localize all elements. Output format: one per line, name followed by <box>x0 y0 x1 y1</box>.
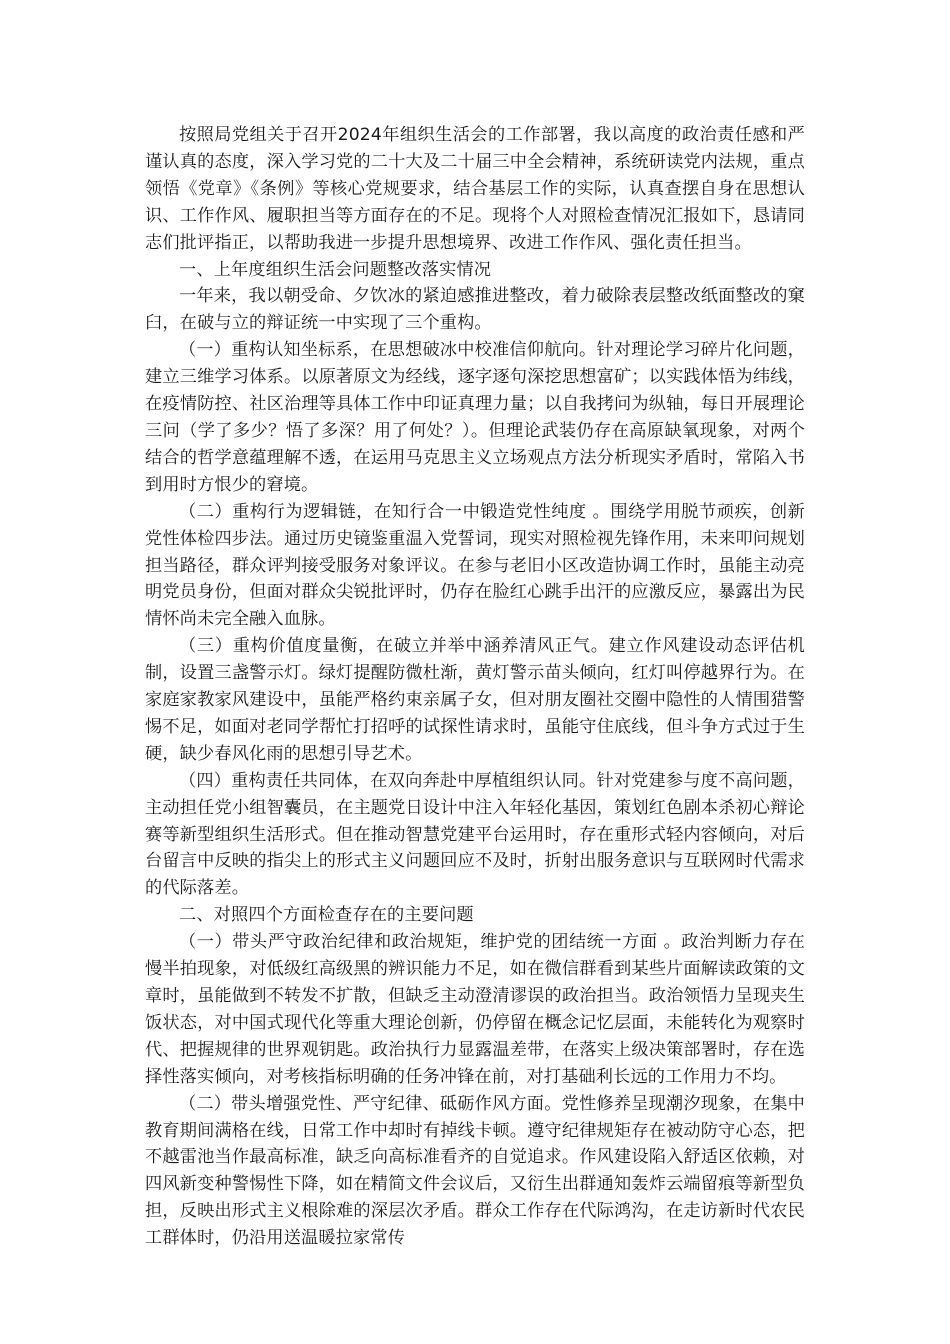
document-body <box>145 122 805 1252</box>
subsection-1-3-paragraph: （三）重构价值度量衡，在破立并举中涵养清风正气。建立作风建设动态评估机制，设置三盏警示灯。绿灯提醒防微杜渐，黄灯警示苗头倾向，红灯叫停越界行为。在家庭家教家风建设中，虽能严格约束亲属子女，但对朋友圈社交圈中隐性的人情围猎警惕不足，如面对老同学帮忙打招呼的试探性请求时，虽能守住底线，但斗争方式过于生硬，缺少春风化雨的思想引导艺术。 <box>145 636 805 764</box>
subsection-1-4-paragraph: （四）重构责任共同体，在双向奔赴中厚植组织认同。针对党建参与度不高问题，主动担任党小组智囊员，在主题党日设计中注入年轻化基因，策划红色剧本杀初心辩论赛等新型组织生活形式。但在推动智慧党建平台运用时，存在重形式轻内容倾向，对后台留言中反映的指尖上的形式主义问题回应不及时，折射出服务意识与互联网时代需求的代际落差。 <box>145 770 805 899</box>
subsection-2-2-paragraph: （二）带头增强党性、严守纪律、砥砺作风方面。党性修养呈现潮汐现象，在集中教育期间满格在线，日常工作中却时有掉线卡顿。遵守纪律规矩存在被动防守心态，把不越雷池当作最高标准，缺乏向高标准看齐的自觉追求。作风建设陷入舒适区依赖，对四风新变种警惕性下降，如在精简文件会议后，又衍生出群通知轰炸云端留痕等新型负担，反映出形式主义根除难的深层次矛盾。群众工作存在代际鸿沟，在走访新时代农民工群体时，仍沿用送温暖拉家常传 <box>145 1093 805 1249</box>
intro-paragraph: 按照局党组关于召开2024年组织生活会的工作部署，我以高度的政治责任感和严谨认真的态度，深入学习党的二十大及二十届三中全会精神，系统研读党内法规，重点领悟《党章》《条例》等核心党规要求，结合基层工作的实际，认真查摆自身在思想认识、工作作风、履职担当等方面存在的不足。现将个人对照检查情况汇报如下，恳请同志们批评指正，以帮助我进一步提升思想境界、改进工作作风、强化责任担当。 <box>145 125 805 253</box>
subsection-1-1-paragraph: （一）重构认知坐标系，在思想破冰中校准信仰航向。针对理论学习碎片化问题，建立三维学习体系。以原著原文为经线，逐字逐句深挖思想富矿；以实践体悟为纬线，在疫情防控、社区治理等具体工作中印证真理力量；以自我拷问为纵轴，每日开展理论三问（学了多少？悟了多深？用了何处？）。但理论武装仍存在高原缺氧现象，对两个结合的哲学意蕴理解不透，在运用马克思主义立场观点方法分析现实矛盾时，常陷入书到用时方恨少的窘境。 <box>145 340 805 495</box>
section-1-intro-paragraph: 一年来，我以朝受命、夕饮冰的紧迫感推进整改，着力破除表层整改纸面整改的窠臼，在破与立的辩证统一中实现了三个重构。 <box>145 286 805 334</box>
section-heading-2: 二、对照四个方面检查存在的主要问题 <box>179 905 474 926</box>
subsection-1-2-paragraph: （二）重构行为逻辑链，在知行合一中锻造党性纯度 。围绕学用脱节顽疾，创新党性体检四步法。通过历史镜鉴重温入党誓词，现实对照检视先锋作用，未来叩问规划担当路径，群众评判接受服务对象评议。在参与老旧小区改造协调工作时，虽能主动亮明党员身份，但面对群众尖锐批评时，仍存在脸红心跳手出汗的应激反应，暴露出为民情怀尚未完全融入血脉。 <box>145 501 805 630</box>
subsection-2-1-paragraph: （一）带头严守政治纪律和政治规矩，维护党的团结统一方面 。政治判断力存在慢半拍现象，对低级红高级黑的辨识能力不足，如在微信群看到某些片面解读政策的文章时，虽能做到不转发不扩散，但缺乏主动澄清谬误的政治担当。政治领悟力呈现夹生饭状态，对中国式现代化等重大理论创新，仍停留在概念记忆层面，未能转化为观察时代、把握规律的世界观钥匙。政治执行力显露温差带，在落实上级决策部署时，存在选择性落实倾向，对考核指标明确的任务冲锋在前，对打基础利长远的工作用力不均。 <box>145 932 805 1087</box>
section-heading-1: 一、上年度组织生活会问题整改落实情况 <box>179 259 492 280</box>
